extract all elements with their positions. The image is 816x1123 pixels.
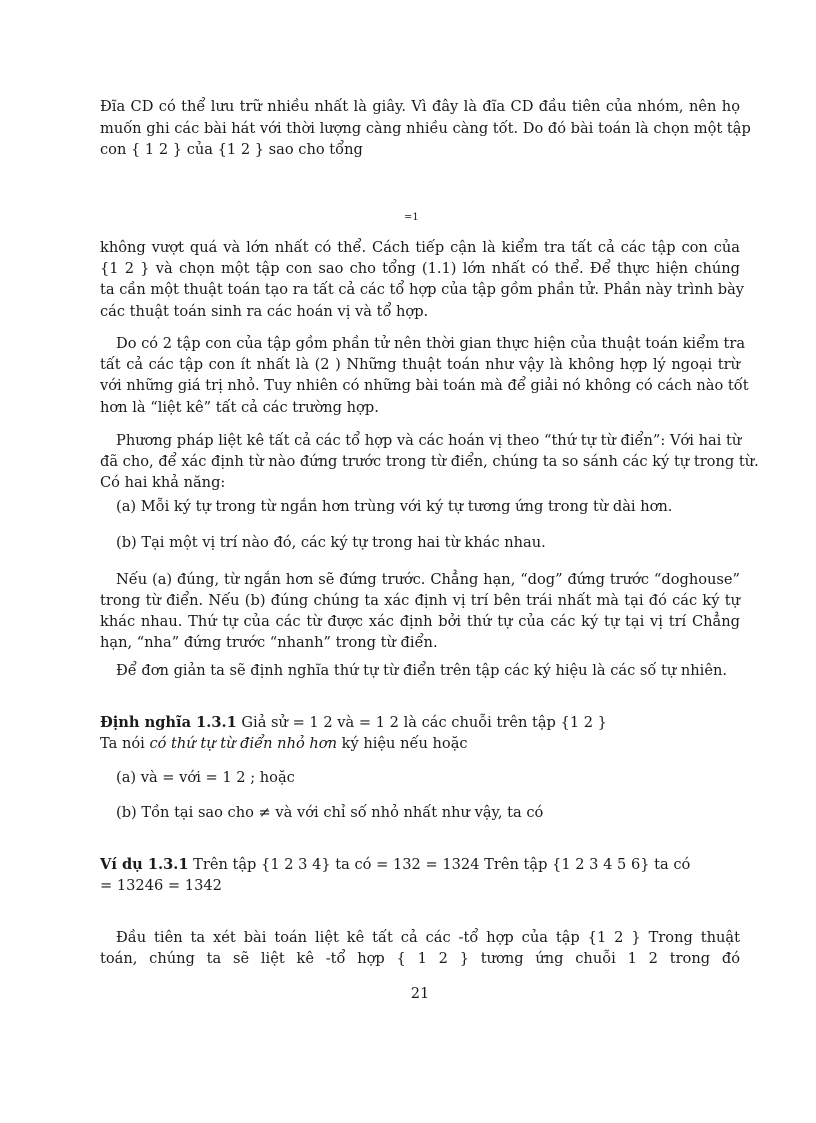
text-line: Đầu tiên ta xét bài toán liệt kê tất cả các -tổ hợp của tập {1 2 } Trong thuật	[116, 929, 740, 946]
definition-case-a: (a) và = với = 1 2 ; hoặc	[116, 769, 295, 786]
text-line: muốn ghi các bài hát với thời lượng càng nhiều càng tốt. Do đó bài toán là chọn một tập	[100, 120, 751, 137]
text-line: các thuật toán sinh ra các hoán vị và tổ hợp.	[100, 303, 429, 320]
text-line: Nếu (a) đúng, từ ngắn hơn sẽ đứng trước. Chẳng hạn, “dog” đứng trước “doghouse”	[116, 571, 740, 588]
definition-title: Định nghĩa 1.3.1	[100, 714, 237, 731]
definition-text: ký hiệu nếu hoặc	[336, 735, 468, 752]
definition-text: Giả sử = 1 2 và = 1 2 là các chuỗi trên tập {1 2 }	[236, 714, 607, 731]
paragraph-simplify: Để đơn giản ta sẽ định nghĩa thứ tự từ điển trên tập các ký hiệu là các số tự nhiên.	[116, 662, 728, 679]
page-number: 21	[410, 985, 430, 1002]
example-line: = 13246 = 1342	[100, 877, 222, 894]
example-line	[100, 855, 740, 875]
text-line: Có hai khả năng:	[100, 474, 226, 491]
text-line: hạn, “nha” đứng trước “nhanh” trong từ điển.	[100, 634, 438, 651]
list-item-b: (b) Tại một vị trí nào đó, các ký tự trong hai từ khác nhau.	[116, 534, 546, 551]
text-line: khác nhau. Thứ tự của các từ được xác định bởi thứ tự của các ký tự tại vị trí Chẳng	[100, 613, 740, 630]
text-line: với những giá trị nhỏ. Tuy nhiên có những bài toán mà để giải nó không có cách nào tốt	[100, 377, 749, 394]
text-line: Phương pháp liệt kê tất cả các tổ hợp và các hoán vị theo “thứ tự từ điển”: Với hai từ	[116, 432, 742, 449]
definition-line	[100, 734, 740, 754]
text-line: {1 2 } và chọn một tập con sao cho tổng (1.1) lớn nhất có thể. Để thực hiện chúng	[100, 260, 740, 277]
list-item-a: (a) Mỗi ký tự trong từ ngắn hơn trùng với ký tự tương ứng trong từ dài hơn.	[116, 498, 673, 515]
text-line: Do có 2 tập con của tập gồm phần tử nên thời gian thực hiện của thuật toán kiểm tra	[116, 335, 746, 352]
text-line: con { 1 2 } của {1 2 } sao cho tổng	[100, 141, 363, 158]
definition-term: có thứ tự từ điển nhỏ hơn	[149, 735, 337, 752]
definition-line	[100, 713, 740, 733]
text-line: toán, chúng ta sẽ liệt kê -tổ hợp { 1 2 } tương ứng chuỗi 1 2 trong đó	[100, 950, 740, 967]
text-line: ta cần một thuật toán tạo ra tất cả các tổ hợp của tập gồm phần tử. Phần này trình bày	[100, 281, 745, 298]
formula-index: =1	[404, 212, 419, 223]
text-line: Đĩa CD có thể lưu trữ nhiều nhất là giây. Vì đây là đĩa CD đầu tiên của nhóm, nên họ	[100, 98, 740, 115]
definition-case-b: (b) Tồn tại sao cho ≠ và với chỉ số nhỏ nhất như vậy, ta có	[116, 804, 544, 821]
text-line: hơn là “liệt kê” tất cả các trường hợp.	[100, 399, 379, 416]
definition-text: Ta nói	[100, 735, 150, 752]
example-title: Ví dụ 1.3.1	[100, 856, 189, 873]
example-text: Trên tập {1 2 3 4} ta có = 132 = 1324 Trên tập {1 2 3 4 5 6} ta có	[188, 856, 691, 873]
text-line: không vượt quá và lớn nhất có thể. Cách tiếp cận là kiểm tra tất cả các tập con của	[100, 239, 740, 256]
text-line: tất cả các tập con ít nhất là (2 ) Những thuật toán như vậy là không hợp lý ngoại trừ	[100, 356, 740, 373]
text-line: đã cho, để xác định từ nào đứng trước trong từ điển, chúng ta so sánh các ký tự trong từ.	[100, 453, 759, 470]
text-line: trong từ điển. Nếu (b) đúng chúng ta xác định vị trí bên trái nhất mà tại đó các ký tự	[100, 592, 740, 609]
